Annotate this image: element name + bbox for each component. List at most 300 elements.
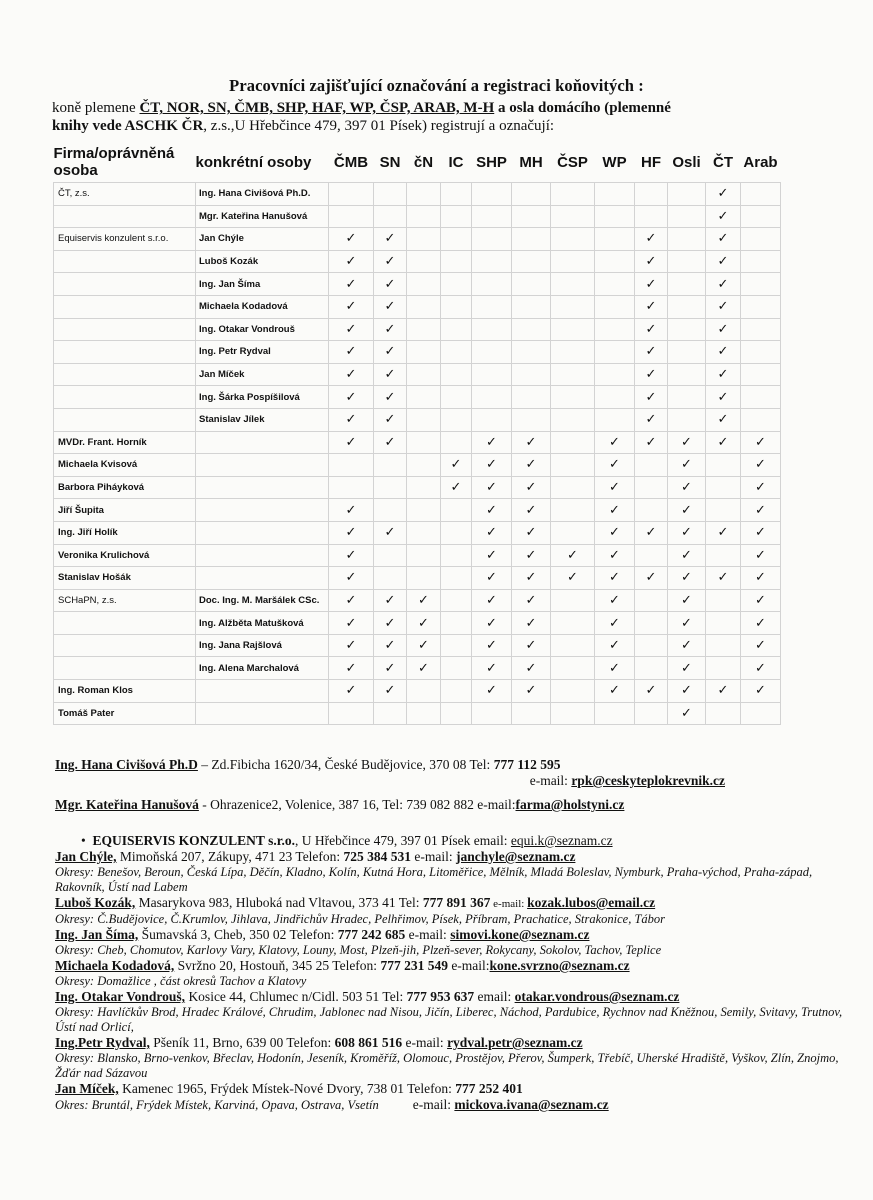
check-cell (407, 250, 441, 273)
check-cell (668, 318, 706, 341)
check-cell (329, 702, 374, 725)
checkmark-icon: ✓ (345, 321, 357, 337)
checkmark-icon: ✓ (717, 570, 729, 586)
checkmark-icon: ✓ (486, 638, 497, 654)
checkmark-icon: ✓ (486, 683, 497, 699)
check-cell (512, 228, 551, 251)
table-row (54, 228, 781, 251)
contact-email[interactable]: kone.svrzno@seznam.cz (489, 958, 630, 973)
firm-cell: Equiservis konzulent s.r.o. (54, 228, 196, 251)
check-cell (441, 589, 472, 612)
table-row (54, 567, 781, 590)
check-cell (706, 589, 741, 612)
table-row (54, 499, 781, 522)
check-cell (512, 476, 551, 499)
check-cell (329, 454, 374, 477)
check-cell (512, 205, 551, 228)
check-cell (512, 544, 551, 567)
table-row (54, 363, 781, 386)
checkmark-icon: ✓ (525, 457, 537, 473)
contact-name: Ing.Petr Rydval, (55, 1035, 150, 1050)
checkmark-icon: ✓ (645, 276, 657, 292)
contact-address: Mimoňská 207, Zákupy, 471 23 Telefon: (116, 849, 344, 864)
check-cell (374, 634, 407, 657)
check-cell (441, 341, 472, 364)
contact-phone: 777 252 401 (455, 1081, 523, 1096)
check-cell (329, 341, 374, 364)
check-cell (512, 408, 551, 431)
checkmark-icon: ✓ (345, 434, 357, 450)
firm-cell (54, 408, 196, 431)
checkmark-icon: ✓ (486, 502, 497, 518)
check-cell (551, 273, 595, 296)
check-cell (741, 521, 781, 544)
check-cell (329, 521, 374, 544)
check-cell (407, 183, 441, 206)
person-cell (196, 567, 329, 590)
checkmark-icon: ✓ (645, 389, 657, 405)
checkmark-icon: ✓ (717, 367, 729, 383)
column-header: MH (519, 153, 543, 171)
column-header: ČSP (557, 153, 588, 171)
checkmark-icon: ✓ (384, 683, 396, 699)
check-cell (472, 589, 512, 612)
person-cell: Jan Chýle (196, 228, 329, 251)
checkmark-icon: ✓ (609, 502, 620, 518)
check-cell (635, 431, 668, 454)
email-label: e-mail: (447, 958, 490, 973)
check-cell (407, 499, 441, 522)
check-cell (512, 318, 551, 341)
firm-cell: MVDr. Frant. Horník (54, 431, 196, 454)
check-cell (668, 521, 706, 544)
check-cell (374, 544, 407, 567)
check-cell (595, 702, 635, 725)
table-header-row (54, 142, 781, 183)
check-cell (741, 680, 781, 703)
check-cell (551, 634, 595, 657)
checkmark-icon: ✓ (609, 547, 620, 563)
check-cell (512, 250, 551, 273)
person-cell: Doc. Ing. M. Maršálek CSc. (196, 589, 329, 612)
check-cell (706, 408, 741, 431)
checkmark-icon: ✓ (345, 412, 357, 428)
checkmark-icon: ✓ (755, 480, 766, 496)
checkmark-icon: ✓ (645, 412, 657, 428)
checkmark-icon: ✓ (450, 480, 462, 496)
check-cell (635, 205, 668, 228)
contact-address: - Ohrazenice2, Volenice, 387 16, Tel: 739 082 882 e-mail: (198, 797, 516, 812)
email-label: e-mail: (405, 927, 451, 942)
person-cell: Ing. Jana Rajšlová (196, 634, 329, 657)
checkmark-icon: ✓ (418, 638, 429, 654)
checkmark-icon: ✓ (681, 592, 692, 608)
subtitle-breeds: ČT, NOR, SN, ČMB, SHP, HAF, WP, ČSP, ARAB, M-H (139, 100, 495, 116)
contact-address: Šumavská 3, Cheb, 350 02 Telefon: (138, 927, 338, 942)
contact-company-name: EQUISERVIS KONZULENT s.r.o. (92, 833, 295, 848)
checkmark-icon: ✓ (384, 615, 396, 631)
checkmark-icon: ✓ (609, 480, 620, 496)
checkmark-icon: ✓ (384, 660, 396, 676)
check-cell (595, 431, 635, 454)
check-cell (595, 228, 635, 251)
check-cell (706, 205, 741, 228)
check-cell (551, 318, 595, 341)
check-cell (329, 657, 374, 680)
check-cell (635, 521, 668, 544)
check-cell (668, 589, 706, 612)
firm-cell (54, 250, 196, 273)
table-row (54, 680, 781, 703)
check-cell (441, 499, 472, 522)
check-cell (329, 273, 374, 296)
table-row (54, 318, 781, 341)
check-cell (407, 205, 441, 228)
check-cell (551, 341, 595, 364)
contact-hanusova (55, 797, 845, 813)
checkmark-icon: ✓ (755, 525, 766, 541)
check-cell (551, 499, 595, 522)
checkmark-icon: ✓ (645, 321, 657, 337)
districts-chyle: Okresy: Benešov, Beroun, Česká Lípa, Děčín, Kladno, Kolín, Kutná Hora, Litoměřice, Mělník, Mladá Boleslav, Nymburk, Praha-východ, Praha-západ, Rakovník, Ústí nad Labem (55, 865, 813, 894)
person-cell: Ing. Hana Civišová Ph.D. (196, 183, 329, 206)
check-cell (329, 363, 374, 386)
checkmark-icon: ✓ (717, 434, 729, 450)
header-firm: Firma/oprávněná osoba (53, 145, 175, 179)
check-cell (329, 205, 374, 228)
contact-phone: 608 861 516 (334, 1035, 403, 1050)
contact-chyle (55, 849, 845, 865)
checkmark-icon: ✓ (755, 434, 766, 450)
column-header: Osli (672, 153, 701, 171)
firm-cell: SCHaPN, z.s. (54, 589, 196, 612)
check-cell (374, 567, 407, 590)
contact-phone: 777 891 367 (422, 895, 491, 910)
check-cell (706, 521, 741, 544)
check-cell (441, 183, 472, 206)
checkmark-icon: ✓ (645, 367, 657, 383)
table-row (54, 250, 781, 273)
check-cell (551, 567, 595, 590)
check-cell (441, 273, 472, 296)
checkmark-icon: ✓ (609, 638, 620, 654)
checkmark-icon: ✓ (345, 660, 357, 676)
checkmark-icon: ✓ (681, 525, 692, 541)
column-header: ČMB (333, 153, 369, 171)
check-cell (407, 521, 441, 544)
check-cell (668, 431, 706, 454)
contact-email[interactable]: farma@holstyni.cz (515, 797, 625, 812)
check-cell (706, 680, 741, 703)
checkmark-icon: ✓ (384, 321, 396, 337)
check-cell (635, 228, 668, 251)
check-cell (551, 521, 595, 544)
check-cell (706, 544, 741, 567)
check-cell (441, 634, 472, 657)
check-cell (706, 567, 741, 590)
firm-cell: Michaela Kvisová (54, 454, 196, 477)
check-cell (635, 499, 668, 522)
checkmark-icon: ✓ (525, 480, 537, 496)
check-cell (706, 228, 741, 251)
contact-phone: 777 242 685 (337, 927, 406, 942)
checkmark-icon: ✓ (609, 660, 620, 676)
check-cell (706, 612, 741, 635)
contact-email[interactable]: equi.k@seznam.cz (510, 833, 613, 848)
table-row (54, 408, 781, 431)
firm-cell: Tomáš Pater (54, 702, 196, 725)
checkmark-icon: ✓ (345, 615, 357, 631)
contact-email[interactable]: otakar.vondrous@seznam.cz (514, 989, 680, 1004)
check-cell (407, 567, 441, 590)
checkmark-icon: ✓ (418, 660, 429, 676)
checkmark-icon: ✓ (717, 412, 729, 428)
check-cell (635, 589, 668, 612)
email-label: e-mail: (412, 1097, 455, 1112)
subtitle-pre: koně plemene (52, 100, 140, 116)
person-cell (196, 454, 329, 477)
checkmark-icon: ✓ (755, 502, 766, 518)
checkmark-icon: ✓ (567, 547, 578, 563)
checkmark-icon: ✓ (525, 592, 537, 608)
check-cell (741, 295, 781, 318)
check-cell (668, 634, 706, 657)
firm-cell: Ing. Roman Klos (54, 680, 196, 703)
table-row (54, 295, 781, 318)
check-cell (512, 634, 551, 657)
check-cell (595, 567, 635, 590)
check-cell (706, 657, 741, 680)
firm-cell (54, 363, 196, 386)
districts-rydval: Okresy: Blansko, Brno-venkov, Břeclav, Hodonín, Jeseník, Kroměříž, Olomouc, Prostějov, Přerov, Šumperk, Třebíč, Uherské Hradiště, Vyškov, Zlín, Znojmo, Žďár nad Sázavou (55, 1051, 839, 1080)
check-cell (551, 657, 595, 680)
check-cell (595, 183, 635, 206)
check-cell (512, 702, 551, 725)
person-cell: Ing. Petr Rydval (196, 341, 329, 364)
table-row (54, 521, 781, 544)
check-cell (741, 657, 781, 680)
checkmark-icon: ✓ (717, 276, 729, 292)
check-cell (741, 318, 781, 341)
contact-email[interactable]: rydval.petr@seznam.cz (447, 1035, 583, 1050)
check-cell (635, 183, 668, 206)
check-cell (512, 521, 551, 544)
header-person: konkrétní osoby (195, 153, 312, 171)
column-header: IC (448, 153, 464, 171)
contact-equiservis (55, 833, 845, 849)
person-cell (196, 521, 329, 544)
contact-micek (55, 1081, 845, 1097)
check-cell (329, 228, 374, 251)
check-cell (512, 431, 551, 454)
check-cell (472, 363, 512, 386)
check-cell (329, 318, 374, 341)
check-cell (635, 657, 668, 680)
check-cell (551, 589, 595, 612)
checkmark-icon: ✓ (384, 638, 396, 654)
check-cell (668, 228, 706, 251)
checkmark-icon: ✓ (525, 547, 537, 563)
check-cell (374, 205, 407, 228)
check-cell (441, 680, 472, 703)
contact-name: Ing. Otakar Vondrouš, (55, 989, 186, 1004)
checkmark-icon: ✓ (755, 570, 766, 586)
subtitle-mid: a osla domácího (plemenné (494, 100, 671, 116)
checkmark-icon: ✓ (525, 615, 537, 631)
contact-email[interactable]: mickova.ivana@seznam.cz (454, 1097, 609, 1112)
person-cell (196, 702, 329, 725)
firm-cell (54, 612, 196, 635)
contact-email[interactable]: kozak.lubos@email.cz (527, 895, 656, 910)
check-cell (741, 408, 781, 431)
check-cell (407, 454, 441, 477)
contact-email[interactable]: simovi.kone@seznam.cz (450, 927, 590, 942)
check-cell (472, 386, 512, 409)
contact-name: Jan Chýle, (55, 849, 117, 864)
check-cell (472, 205, 512, 228)
check-cell (668, 476, 706, 499)
check-cell (441, 408, 472, 431)
check-cell (407, 702, 441, 725)
checkmark-icon: ✓ (486, 660, 497, 676)
check-cell (668, 657, 706, 680)
check-cell (595, 408, 635, 431)
column-header: HF (641, 153, 661, 171)
check-cell (741, 431, 781, 454)
check-cell (329, 476, 374, 499)
checkmark-icon: ✓ (681, 457, 692, 473)
column-header: SHP (476, 153, 507, 171)
contact-micek-line2 (55, 1097, 845, 1113)
check-cell (551, 386, 595, 409)
checkmark-icon: ✓ (486, 570, 497, 586)
check-cell (595, 476, 635, 499)
person-cell: Luboš Kozák (196, 250, 329, 273)
contact-name: Michaela Kodadová, (55, 958, 175, 973)
contact-email[interactable]: janchyle@seznam.cz (456, 849, 576, 864)
check-cell (668, 680, 706, 703)
checkmark-icon: ✓ (717, 208, 729, 224)
checkmark-icon: ✓ (345, 254, 357, 270)
check-cell (329, 634, 374, 657)
checkmark-icon: ✓ (345, 276, 357, 292)
checkmark-icon: ✓ (681, 480, 692, 496)
person-cell (196, 499, 329, 522)
check-cell (668, 702, 706, 725)
check-cell (635, 341, 668, 364)
checkmark-icon: ✓ (525, 502, 537, 518)
check-cell (374, 612, 407, 635)
check-cell (668, 386, 706, 409)
check-cell (668, 273, 706, 296)
checkmark-icon: ✓ (345, 502, 357, 518)
checkmark-icon: ✓ (681, 502, 692, 518)
check-cell (512, 363, 551, 386)
person-cell: Ing. Alžběta Matušková (196, 612, 329, 635)
check-cell (512, 454, 551, 477)
checkmark-icon: ✓ (525, 525, 537, 541)
check-cell (635, 250, 668, 273)
check-cell (635, 386, 668, 409)
table-row (54, 273, 781, 296)
person-cell (196, 476, 329, 499)
check-cell (741, 612, 781, 635)
check-cell (706, 634, 741, 657)
checkmark-icon: ✓ (755, 683, 766, 699)
checkmark-icon: ✓ (384, 299, 396, 315)
check-cell (635, 476, 668, 499)
checkmark-icon: ✓ (345, 592, 357, 608)
table-row (54, 341, 781, 364)
firm-cell (54, 634, 196, 657)
firm-cell (54, 657, 196, 680)
check-cell (551, 476, 595, 499)
check-cell (407, 408, 441, 431)
checkmark-icon: ✓ (384, 434, 396, 450)
check-cell (441, 702, 472, 725)
table-row (54, 476, 781, 499)
check-cell (441, 454, 472, 477)
checkmark-icon: ✓ (525, 434, 537, 450)
check-cell (551, 183, 595, 206)
checkmark-icon: ✓ (755, 638, 766, 654)
check-cell (635, 295, 668, 318)
checkmark-icon: ✓ (645, 570, 657, 586)
contact-email[interactable]: rpk@ceskyteplokrevnik.cz (571, 773, 725, 788)
check-cell (551, 544, 595, 567)
check-cell (635, 702, 668, 725)
check-cell (512, 183, 551, 206)
check-cell (741, 341, 781, 364)
checkmark-icon: ✓ (384, 231, 396, 247)
check-cell (741, 634, 781, 657)
contact-phone: 777 112 595 (493, 757, 561, 772)
person-cell: Ing. Jan Šíma (196, 273, 329, 296)
checkmark-icon: ✓ (645, 231, 657, 247)
checkmark-icon: ✓ (717, 525, 729, 541)
checkmark-icon: ✓ (645, 434, 657, 450)
check-cell (706, 499, 741, 522)
checkmark-icon: ✓ (755, 592, 766, 608)
contact-sima (55, 927, 845, 943)
check-cell (329, 250, 374, 273)
checkmark-icon: ✓ (345, 525, 357, 541)
check-cell (741, 273, 781, 296)
check-cell (407, 634, 441, 657)
check-cell (635, 363, 668, 386)
checkmark-icon: ✓ (681, 705, 692, 721)
check-cell (441, 386, 472, 409)
registrars-table (53, 142, 781, 725)
checkmark-icon: ✓ (384, 367, 396, 383)
contact-name: Ing. Jan Šíma, (55, 927, 139, 942)
check-cell (741, 589, 781, 612)
checkmark-icon: ✓ (384, 276, 396, 292)
check-cell (512, 567, 551, 590)
check-cell (472, 431, 512, 454)
check-cell (706, 386, 741, 409)
check-cell (741, 363, 781, 386)
checkmark-icon: ✓ (645, 683, 657, 699)
check-cell (374, 228, 407, 251)
checkmark-icon: ✓ (609, 592, 620, 608)
districts-sima: Okresy: Cheb, Chomutov, Karlovy Vary, Klatovy, Louny, Most, Plzeň-jih, Plzeň-sever, Rokycany, Sokolov, Tachov, Teplice (55, 943, 662, 957)
check-cell (635, 318, 668, 341)
check-cell (329, 408, 374, 431)
check-cell (706, 341, 741, 364)
check-cell (374, 341, 407, 364)
checkmark-icon: ✓ (681, 683, 692, 699)
